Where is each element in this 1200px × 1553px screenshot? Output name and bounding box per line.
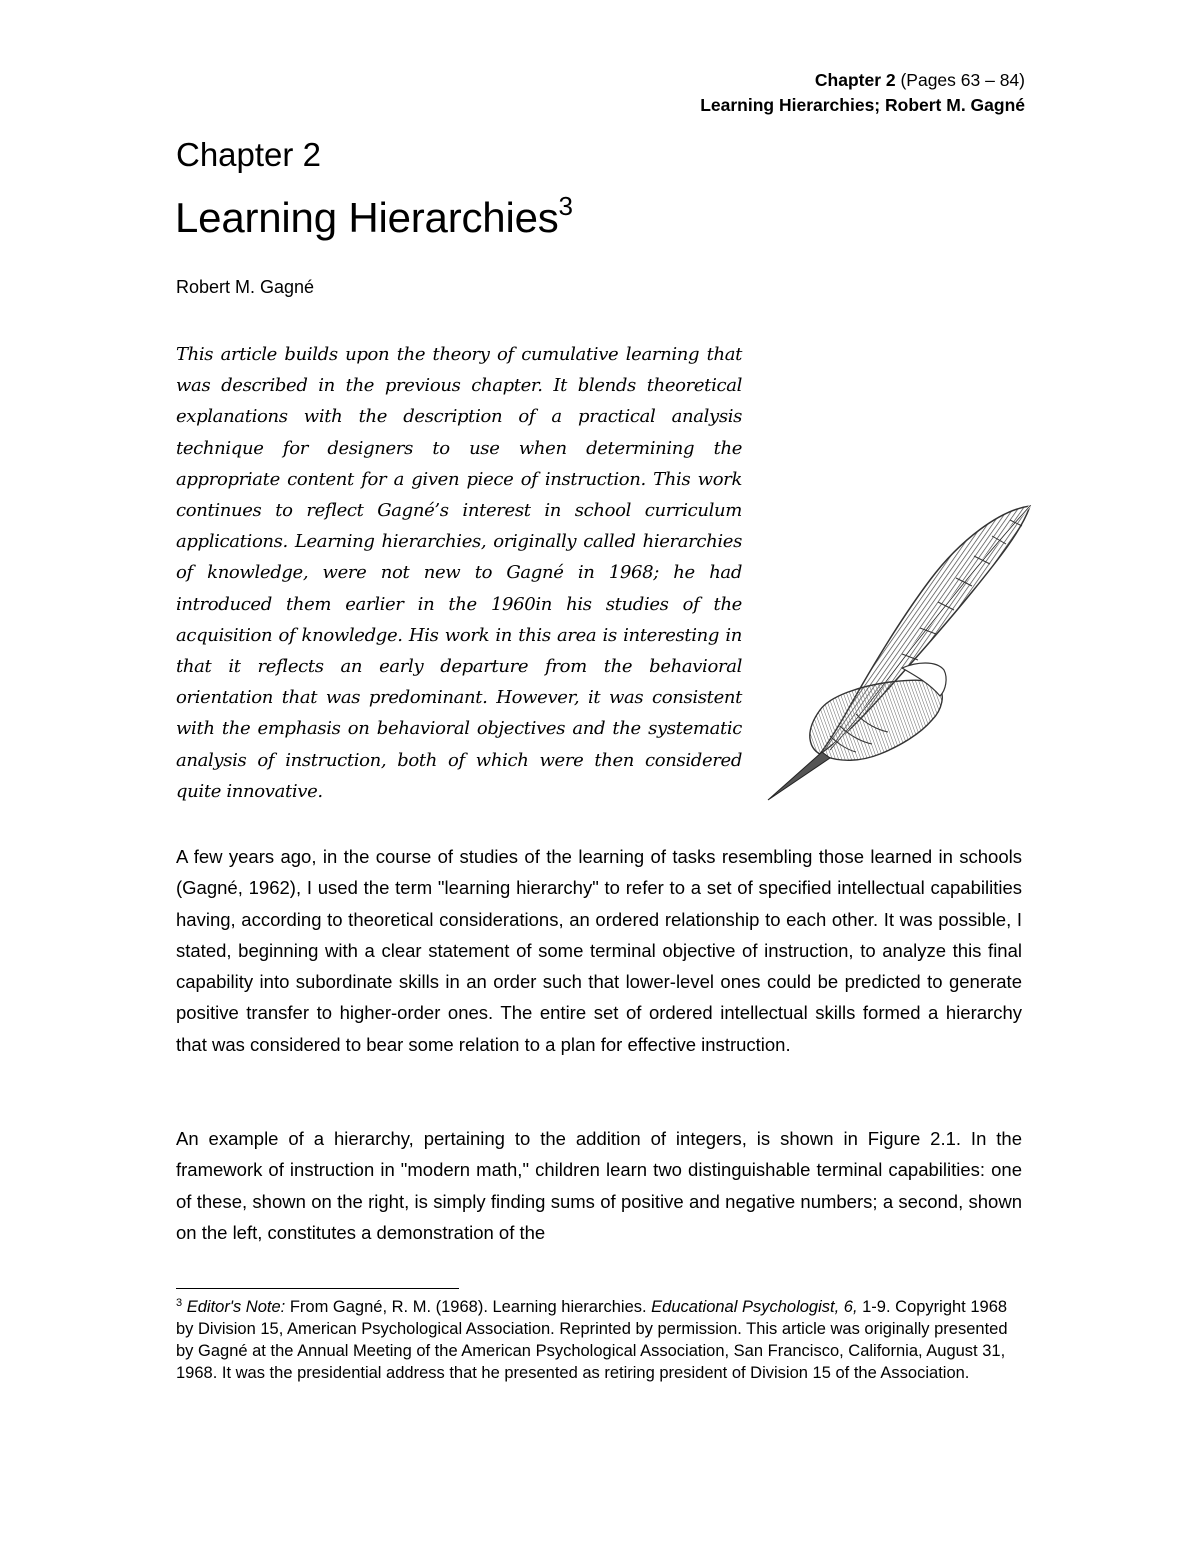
editor-intro: This article builds upon the theory of cumulative learning that was described in the previous chapter. It blends theoretical explanations with the description of a practical analysis technique for designers to use when determining the appropriate content for a given piece of instruction. This work continues to reflect Gagné’s interest in school curriculum applications. Learning hierarchies, originally called hierarchies of knowledge, were not new to Gagné in 1968; he had introduced them earlier in the 1960in his studies of the acquisition of knowledge. His work in this area is interesting in that it reflects an early departure from the behavioral orientation that was predominant. However, it was consistent with the emphasis on behavioral objectives and the systematic analysis of instruction, both of which were then considered quite innovative. xyxy=(176,344,742,802)
title-footnote-mark: 3 xyxy=(558,191,573,221)
footnote xyxy=(176,1296,1024,1384)
running-head-chapter: Chapter 2 xyxy=(814,70,896,90)
footnote-label: Editor's Note: xyxy=(186,1298,286,1316)
author-name: Robert M. Gagné xyxy=(176,277,315,297)
running-head-line-2: Learning Hierarchies; Robert M. Gagné xyxy=(700,95,1025,115)
running-head xyxy=(700,68,1025,118)
running-head-pages: (Pages 63 – 84) xyxy=(895,70,1025,90)
footnote-mark: 3 xyxy=(176,1297,183,1309)
footnote-text-2: 1-9. Copyright 1968 by Division 15, American Psychological Association. Reprinted by permission. This article was originally presented by Gagné at the Annual Meeting of the American Psychological Association, San Francisco, California, August 31, 1968. It was the presidential address that he presented as retiring president of Division 15 of the Association. xyxy=(176,1298,1008,1382)
footnote-journal: Educational Psychologist, 6, xyxy=(651,1298,858,1316)
running-head-line-1 xyxy=(700,68,1025,93)
footnote-text-1: From Gagné, R. M. (1968). Learning hierarchies. xyxy=(285,1298,652,1316)
body-paragraph-2: An example of a hierarchy, pertaining to the addition of integers, is shown in Figure 2.1. In the framework of instruction in "modern math," children learn two distinguishable terminal capabilities: one of these, shown on the right, is simply finding sums of positive and negative numbers; a second, shown on the left, constitutes a demonstration of the xyxy=(176,1128,1022,1243)
footnote-separator xyxy=(176,1288,459,1289)
quill-pen-hand-icon xyxy=(760,500,1040,805)
body-paragraph-1: A few years ago, in the course of studies of the learning of tasks resembling those learned in schools (Gagné, 1962), I used the term "learning hierarchy" to refer to a set of specified intellectual capabilities having, according to theoretical considerations, an ordered relationship to each other. It was possible, I stated, beginning with a clear statement of some terminal objective of instruction, to analyze this final capability into subordinate skills in an order such that lower-level ones could be predicted to generate positive transfer to higher-order ones. The entire set of ordered intellectual skills formed a hierarchy that was considered to bear some relation to a plan for effective instruction. xyxy=(176,846,1022,1055)
chapter-title xyxy=(175,190,573,246)
chapter-title-text: Learning Hierarchies xyxy=(175,194,559,241)
chapter-label: Chapter 2 xyxy=(176,136,321,173)
